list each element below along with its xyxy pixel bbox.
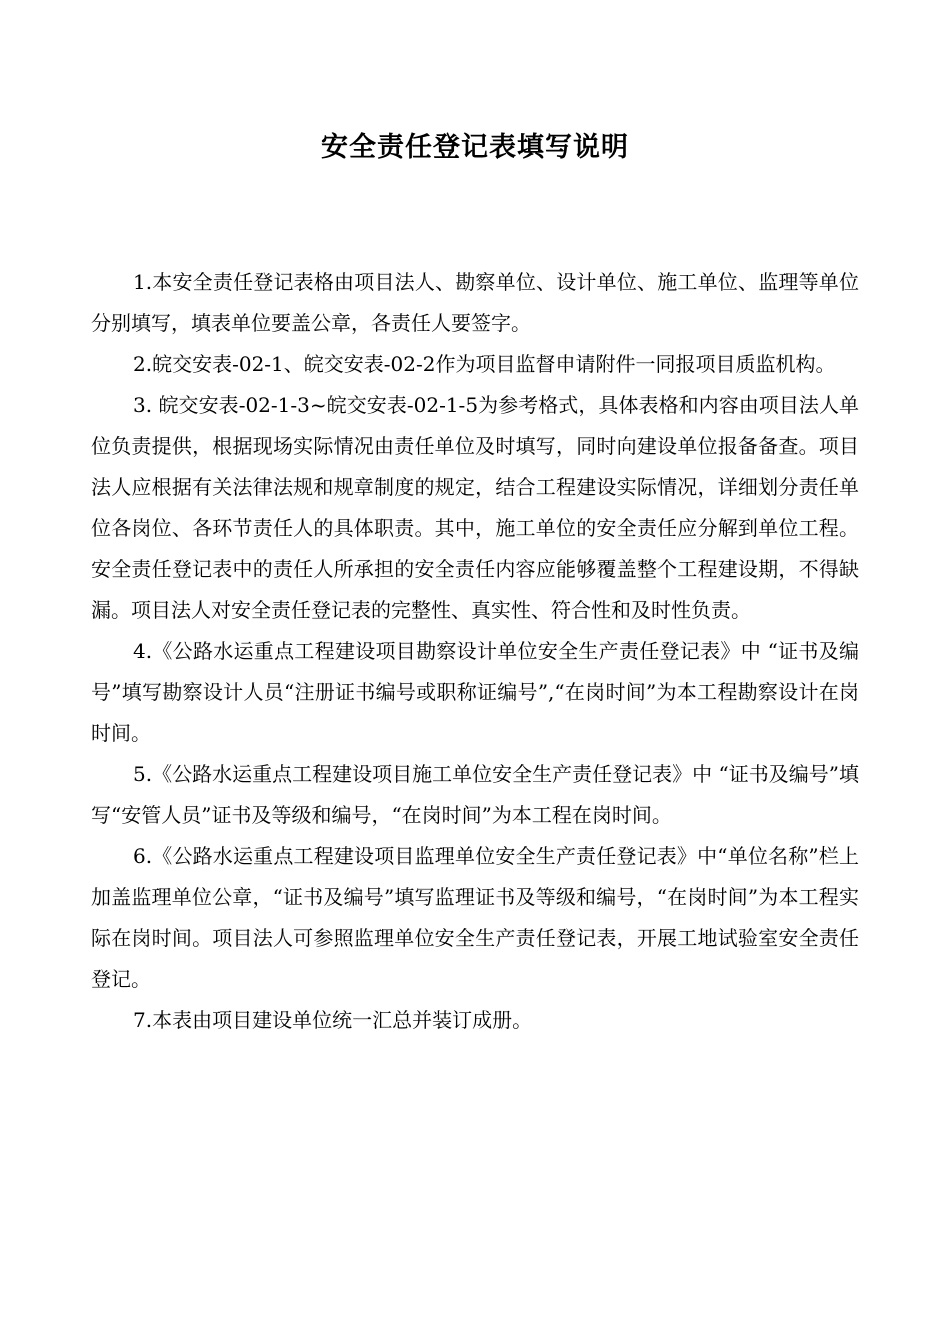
paragraph-6: 6.《公路水运重点工程建设项目监理单位安全生产责任登记表》中“单位名称”栏上加盖监理单位公章，“证书及编号”填写监理证书及等级和编号，“在岗时间”为本工程实际在岗时间。项目法人可参照监理单位安全生产责任登记表，开展工地试验室安全责任登记。 [91,844,859,991]
paragraph-3: 3. 皖交安表-02-1-3~皖交安表-02-1-5为参考格式，具体表格和内容由项目法人单位负责提供，根据现场实际情况由责任单位及时填写，同时向建设单位报备备查。项目法人应根据有关法律法规和规章制度的规定，结合工程建设实际情况，详细划分责任单位各岗位、各环节责任人的具体职责。其中，施工单位的安全责任应分解到单位工程。安全责任登记表中的责任人所承担的安全责任内容应能够覆盖整个工程建设期，不得缺漏。项目法人对安全责任登记表的完整性、真实性、符合性和及时性负责。 [91,393,859,622]
paragraph-5: 5.《公路水运重点工程建设项目施工单位安全生产责任登记表》中 “证书及编号”填写“安管人员”证书及等级和编号，“在岗时间”为本工程在岗时间。 [91,762,859,827]
paragraph-2: 2.皖交安表-02-1、皖交安表-02-2作为项目监督申请附件一同报项目质监机构。 [133,352,836,376]
document-body [91,262,859,1041]
paragraph-1: 1.本安全责任登记表格由项目法人、勘察单位、设计单位、施工单位、监理等单位分别填写，填表单位要盖公章，各责任人要签字。 [91,270,859,335]
page-title: 安全责任登记表填写说明 [321,132,629,163]
paragraph-4: 4.《公路水运重点工程建设项目勘察设计单位安全生产责任登记表》中 “证书及编号”填写勘察设计人员“注册证书编号或职称证编号”,“在岗时间”为本工程勘察设计在岗时间。 [91,639,859,745]
paragraph-7: 7.本表由项目建设单位统一汇总并装订成册。 [133,1008,533,1032]
